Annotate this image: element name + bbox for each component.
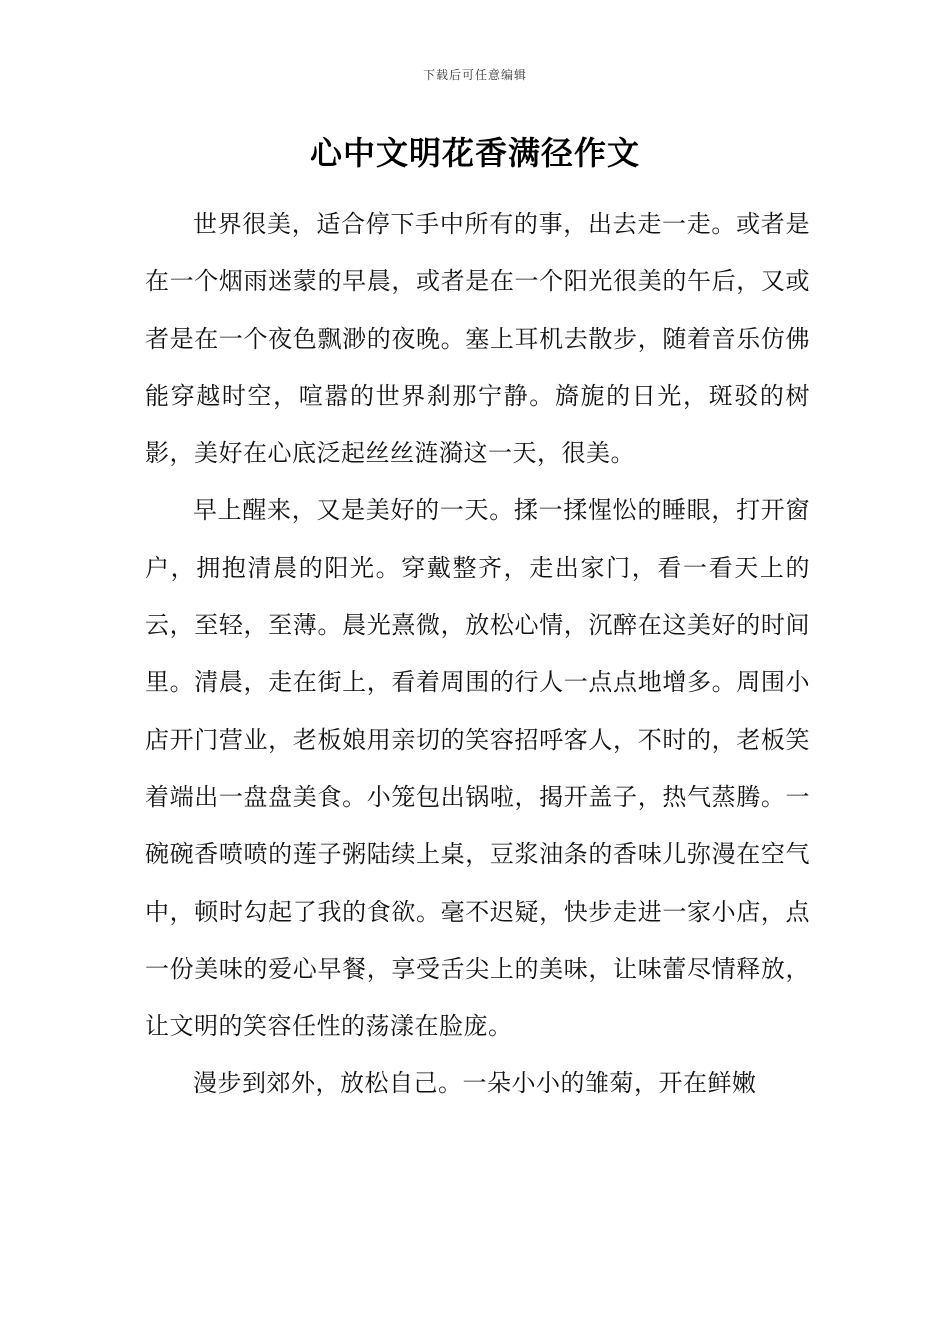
header-note: 下载后可任意编辑 — [422, 68, 527, 82]
document-title: 心中文明花香满径作文 — [309, 134, 640, 172]
article-body — [145, 196, 810, 1113]
paragraph-3: 漫步到郊外，放松自己。一朵小小的雏菊，开在鲜嫩 — [193, 1069, 757, 1098]
paragraph-2: 早上醒来，又是美好的一天。揉一揉惺忪的睡眼，打开窗户，拥抱清晨的阳光。穿戴整齐，走出家门，看一看天上的云，至轻，至薄。晨光熹微，放松心情，沉醉在这美好的时间里。清晨，走在街上，看着周围的行人一点点地增多。周围小店开门营业，老板娘用亲切的笑容招呼客人，不时的，老板笑着端出一盘盘美食。小笼包出锅啦，揭开盖子，热气蒸腾。一碗碗香喷喷的莲子粥陆续上桌，豆浆油条的香味儿弥漫在空气中，顿时勾起了我的食欲。毫不迟疑，快步走进一家小店，点一份美味的爱心早餐，享受舌尖上的美味，让味蕾尽情释放，让文明的笑容任性的荡漾在脸庞。 — [145, 496, 810, 1041]
paragraph-1: 世界很美，适合停下手中所有的事，出去走一走。或者是在一个烟雨迷蒙的早晨，或者是在一个阳光很美的午后，又或者是在一个夜色飘渺的夜晚。塞上耳机去散步，随着音乐仿佛能穿越时空，喧嚣的世界刹那宁静。旖旎的日光，斑驳的树影，美好在心底泛起丝丝涟漪这一天，很美。 — [145, 210, 810, 468]
